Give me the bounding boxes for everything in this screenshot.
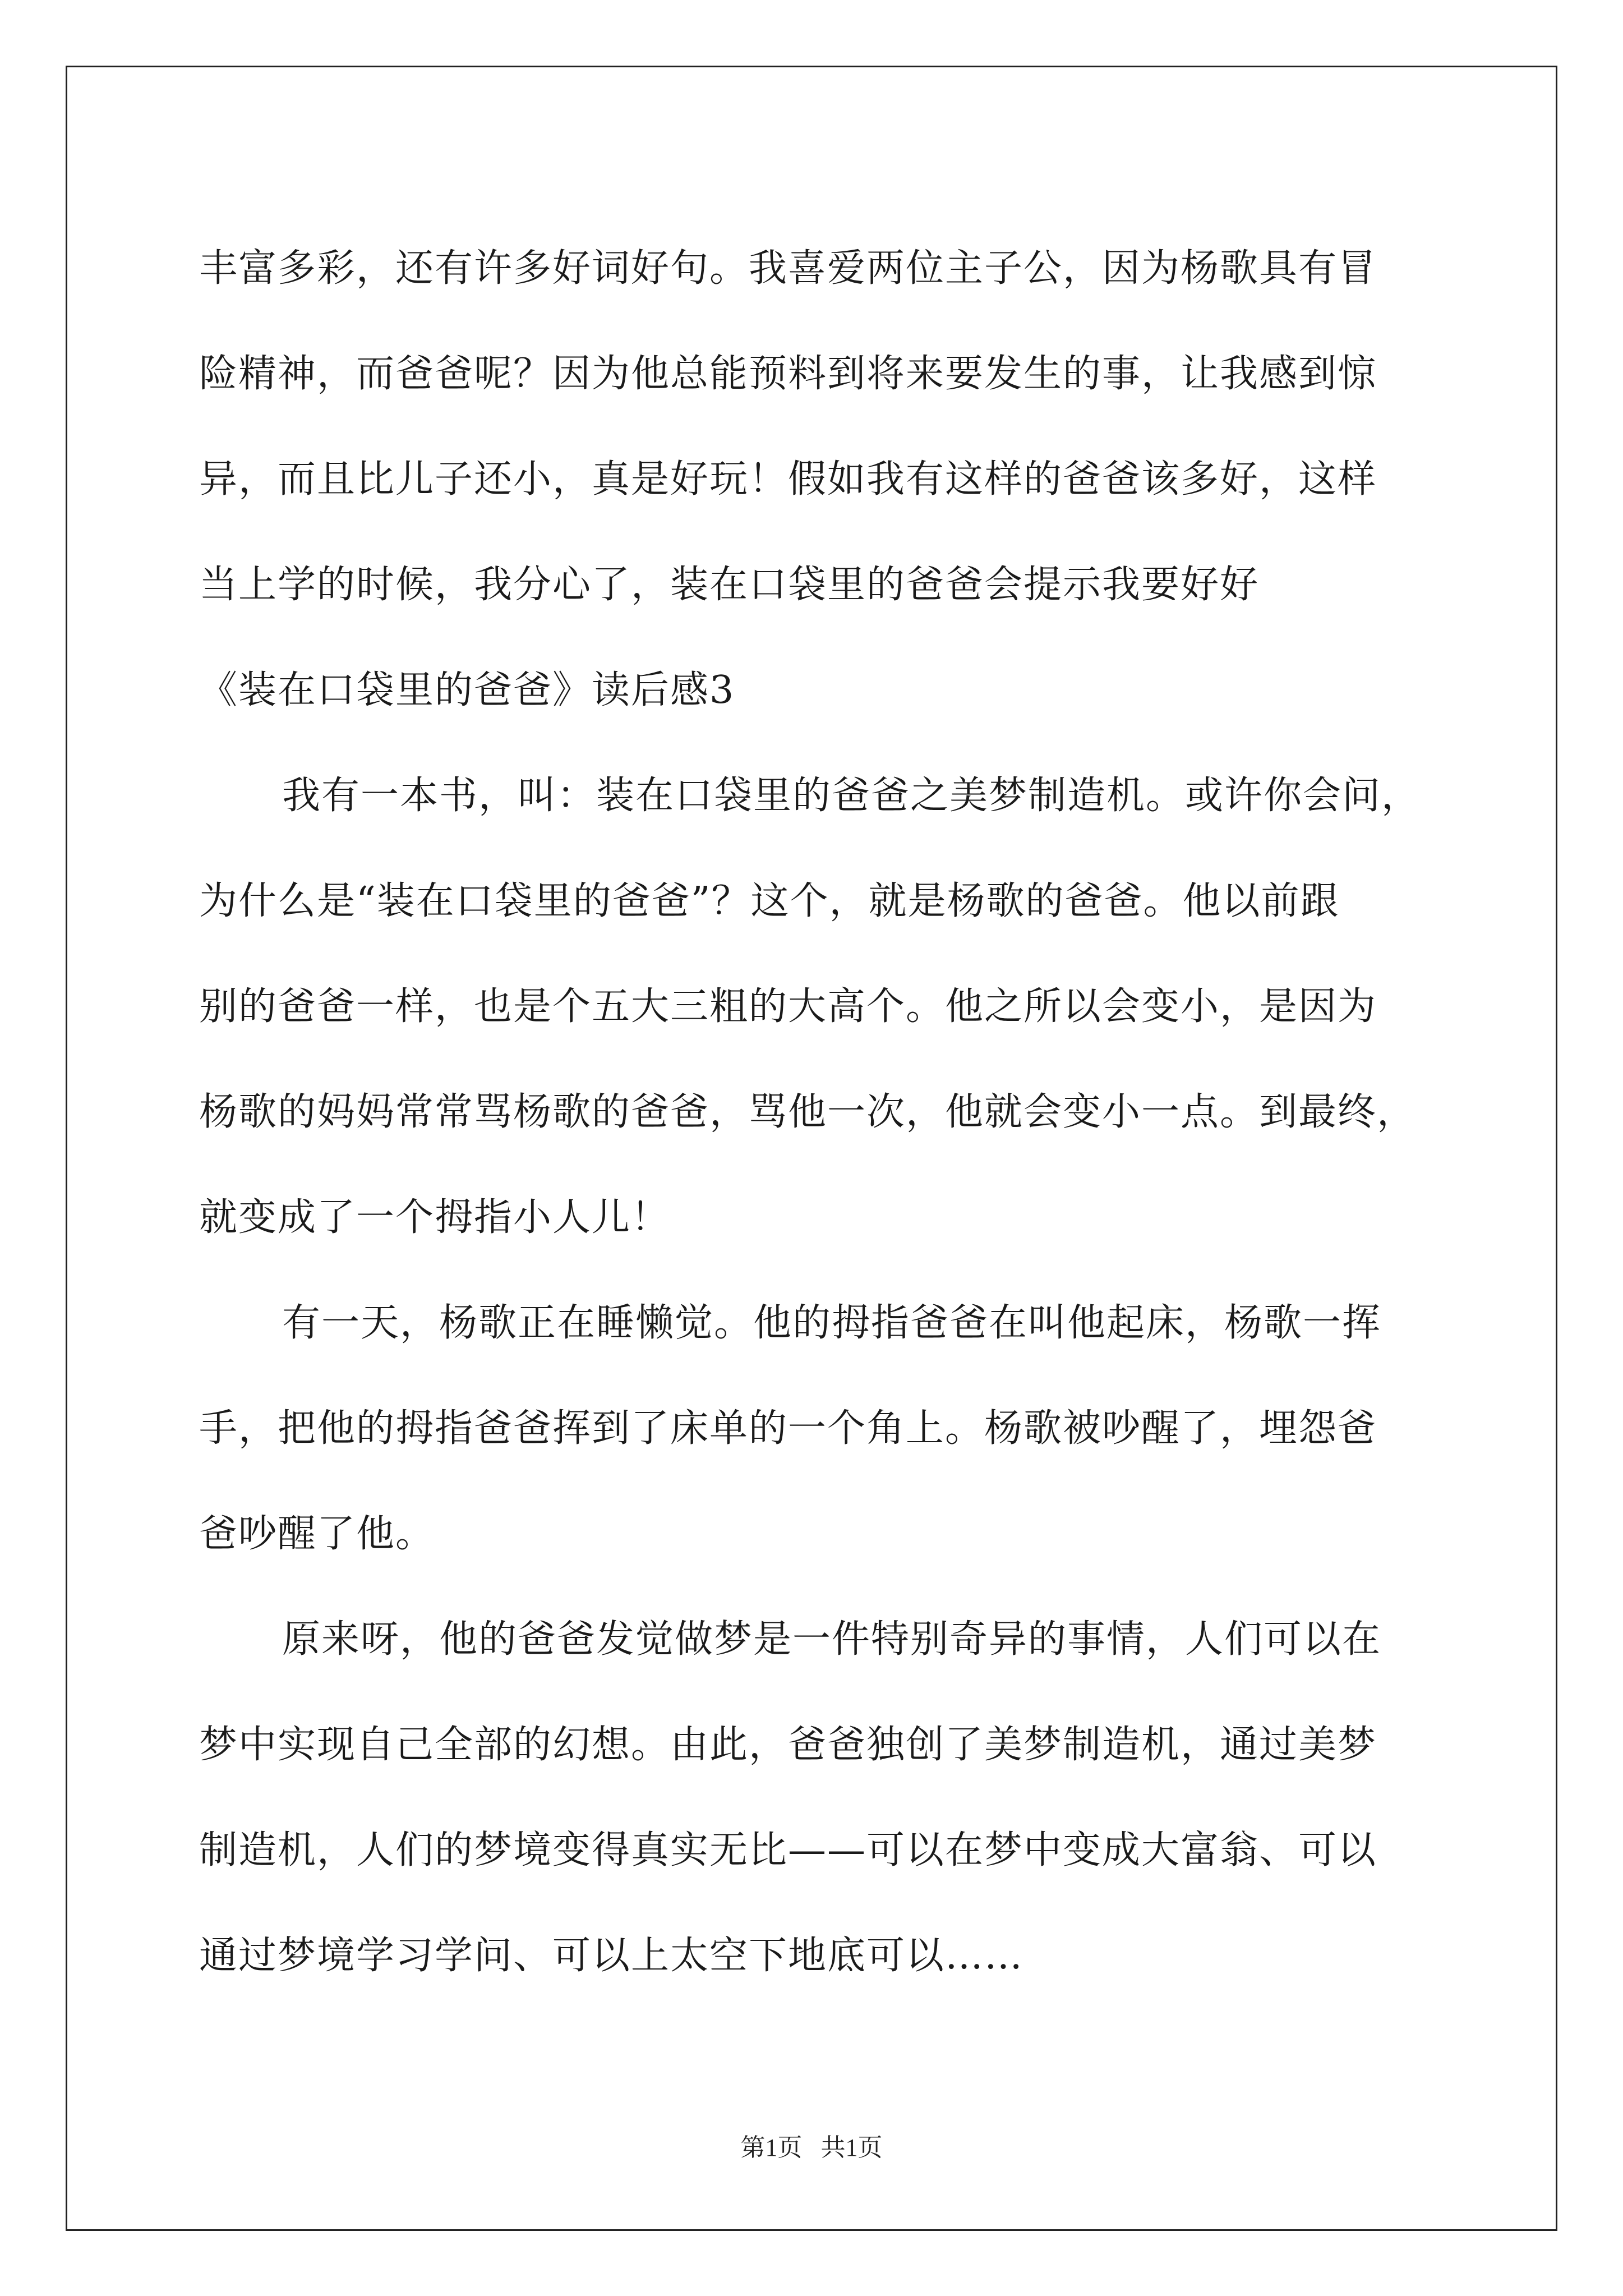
page-number: 第1页 共1页 (740, 2134, 883, 2161)
text-line: 制造机，人们的梦境变得真实无比——可以在梦中变成大富翁、可以 (199, 1828, 1377, 1872)
text-line: 有一天，杨歌正在睡懒觉。他的拇指爸爸在叫他起床，杨歌一挥 (282, 1301, 1382, 1345)
text-line: 别的爸爸一样，也是个五大三粗的大高个。他之所以会变小，是因为 (199, 984, 1377, 1029)
text-line: 为什么是“装在口袋里的爸爸”？这个，就是杨歌的爸爸。他以前跟 (199, 879, 1340, 923)
text-line: 杨歌的妈妈常常骂杨歌的爸爸，骂他一次，他就会变小一点。到最终， (199, 1090, 1417, 1134)
text-line: 我有一本书，叫：装在口袋里的爸爸之美梦制造机。或许你会问， (282, 774, 1421, 818)
text-line: 异，而且比儿子还小，真是好玩！假如我有这样的爸爸该多好，这样 (199, 457, 1377, 501)
text-line: 通过梦境学习学问、可以上太空下地底可以…… (199, 1934, 1024, 1978)
text-line: 原来呀，他的爸爸发觉做梦是一件特别奇异的事情，人们可以在 (282, 1617, 1382, 1662)
text-line: 当上学的时候，我分心了，装在口袋里的爸爸会提示我要好好 (199, 563, 1260, 607)
text-line: 梦中实现自己全部的幻想。由此，爸爸独创了美梦制造机，通过美梦 (199, 1723, 1377, 1767)
text-line: 丰富多彩，还有许多好词好句。我喜爱两位主子公，因为杨歌具有冒 (199, 246, 1377, 291)
text-line: 就变成了一个拇指小人儿！ (199, 1195, 671, 1240)
text-line: 爸吵醒了他。 (199, 1512, 435, 1556)
text-line: 手，把他的拇指爸爸挥到了床单的一个角上。杨歌被吵醒了，埋怨爸 (199, 1406, 1377, 1451)
document-body (199, 216, 1438, 2009)
text-line: 险精神，而爸爸呢？因为他总能预料到将来要发生的事，让我感到惊 (199, 352, 1377, 396)
section-heading: 《装在口袋里的爸爸》读后感3 (199, 668, 735, 712)
